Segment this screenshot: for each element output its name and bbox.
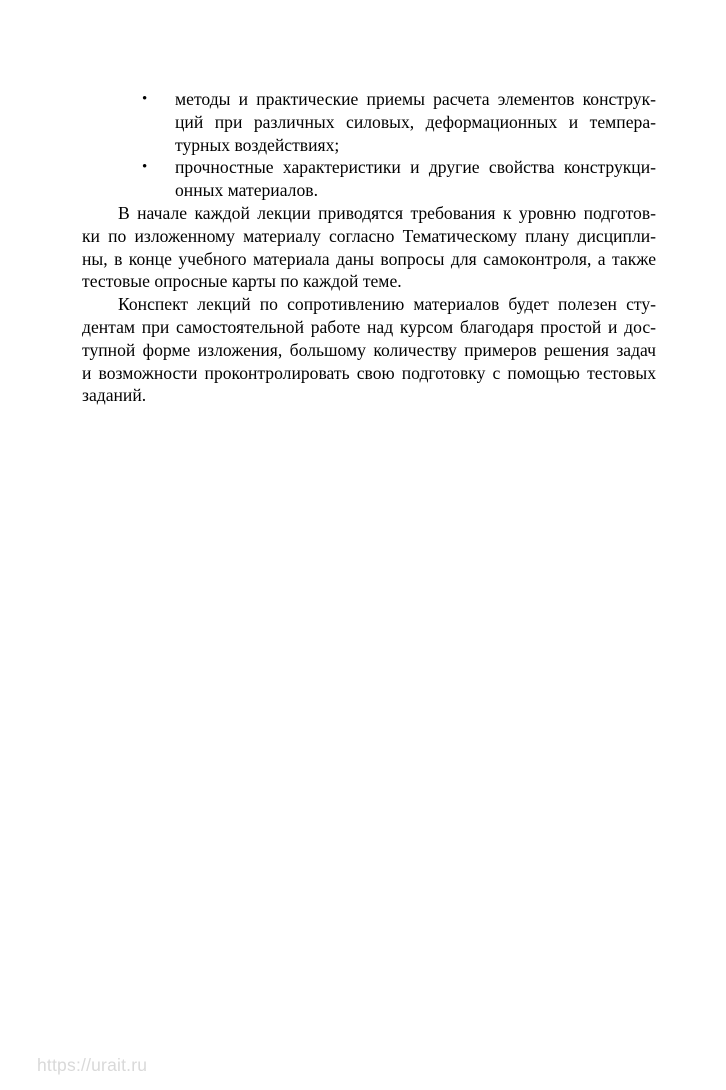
page-body xyxy=(82,88,656,407)
source-watermark: https://urait.ru xyxy=(37,1055,148,1075)
text-line: тестовые опросные карты по каждой теме. xyxy=(82,271,402,292)
text-line: прочностные характеристики и другие свойства конструкци- xyxy=(175,157,656,178)
text-line: и возможности проконтролировать свою подготовку с помощью тестовых xyxy=(82,362,656,383)
text-line: В начале каждой лекции приводятся требования к уровню подготов- xyxy=(118,202,656,223)
bullet-icon: • xyxy=(142,159,148,176)
text-line: методы и практические приемы расчета элементов конструк- xyxy=(175,89,656,109)
text-line: заданий. xyxy=(82,385,147,406)
text-line: ки по изложенному материалу согласно Тематическому плану дисципли- xyxy=(82,225,656,246)
text-line: тупной форме изложения, большому количеству примеров решения задач xyxy=(82,339,656,360)
paragraph xyxy=(82,202,656,293)
text-line: ций при различных силовых, деформационных и темпера- xyxy=(175,111,656,132)
paragraph xyxy=(82,293,656,407)
bullet-item xyxy=(82,88,656,156)
text-line: онных материалов. xyxy=(175,180,318,201)
bullet-item xyxy=(82,156,656,202)
text-line: ны, в конце учебного материала даны вопросы для самоконтроля, а также xyxy=(82,248,656,269)
bullet-icon: • xyxy=(142,91,148,107)
text-line: дентам при самостоятельной работе над курсом благодаря простой и дос- xyxy=(82,316,656,337)
text-line: турных воздействиях; xyxy=(175,134,340,155)
text-line: Конспект лекций по сопротивлению материалов будет полезен сту- xyxy=(118,294,656,315)
